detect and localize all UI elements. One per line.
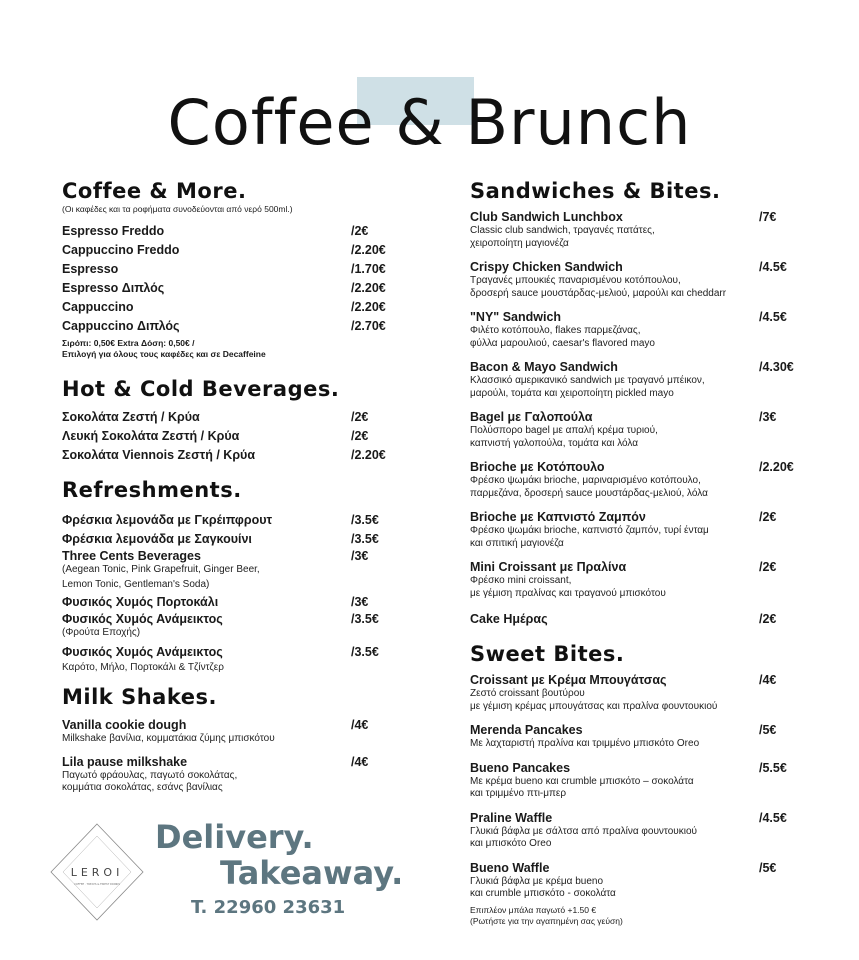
logo-text: LEROI (70, 866, 124, 879)
item-description: Παγωτό φράουλας, παγωτό σοκολάτας, (62, 769, 238, 781)
menu-item: Three Cents Beverages /3€ (Aegean Tonic, Pink Grapefruit, Ginger Beer, Lemon Tonic, Gentleman's Soda) (62, 549, 402, 593)
extras-line: Σιρόπι: 0,50€ Extra Δόση: 0,50€ / (62, 338, 195, 348)
menu-item: Espresso Διπλός /2.20€ (62, 281, 386, 295)
menu-item: Mini Croissant με Πραλίνα /2€ Φρέσκο mini croissant, με γέμιση πραλίνας και τραγανού μπισκότου (470, 560, 810, 600)
item-description: με γέμιση κρέμας μπουγάτσας και πραλίνα φουντουκιού (470, 700, 718, 712)
item-description: καπνιστή γαλοπούλα, τομάτα και λόλα (470, 437, 639, 449)
menu-item: Φυσικός Χυμός Ανάμεικτος /3.5€ (Φρούτα Εποχής) (62, 612, 402, 640)
menu-item: Brioche με Κοτόπουλο /2.20€ Φρέσκο ψωμάκι brioche, μαριναρισμένο κοτόπουλο, παρμεζάνα, δροσερή sauce μουστάρδας-μελιού, λόλα (470, 460, 810, 500)
extras-line: Επιλογή για όλους τους καφέδες και σε Decaffeine (62, 349, 266, 359)
menu-item: Φυσικός Χυμός Πορτοκάλι /3€ (62, 595, 369, 609)
menu-item: Cappuccino Freddo /2.20€ (62, 243, 386, 257)
section-title-sweet: Sweet Bites. (470, 642, 625, 666)
item-description: Φιλέτο κοτόπουλο, flakes παρμεζάνας, (470, 325, 641, 336)
coffee-note: (Οι καφέδες και τα ροφήματα συνοδεύονται από νερό 500ml.) (62, 204, 293, 214)
phone-number: T. 22960 23631 (191, 897, 346, 918)
menu-item: Club Sandwich Lunchbox /7€ Classic club sandwich, τραγανές πατάτες, χειροποίητη μαγιονέζα (470, 210, 810, 250)
menu-item: Merenda Pancakes /5€ Με λαχταριστή πραλίνα και τριμμένο μπισκότο Oreo (470, 723, 810, 751)
item-description: Φρέσκο mini croissant, (470, 575, 572, 586)
header (0, 40, 859, 159)
section-title-coffee: Coffee & More. (62, 179, 247, 203)
item-description: Γλυκιά βάφλα με κρέμα bueno (470, 875, 604, 887)
item-description: Καρότο, Μήλο, Πορτοκάλι & Τζίντζερ (62, 661, 224, 673)
item-description: Lemon Tonic, Gentleman's Soda) (62, 579, 210, 590)
menu-item: Vanilla cookie dough /4€ Milkshake βανίλια, κομματάκια ζύμης μπισκότου (62, 718, 402, 746)
coffee-extras (62, 338, 402, 360)
menu-item: Φυσικός Χυμός Ανάμεικτος /3.5€ Καρότο, Μήλο, Πορτοκάλι & Τζίντζερ (62, 643, 402, 675)
menu-item: Λευκή Σοκολάτα Ζεστή / Κρύα /2€ (62, 429, 369, 443)
leroi-logo (47, 822, 147, 922)
item-description: Με λαχταριστή πραλίνα και τριμμένο μπισκότο Oreo (470, 738, 700, 749)
menu-item: Croissant με Κρέμα Μπουγάτσας /4€ Ζεστό croissant βουτύρου με γέμιση κρέμας μπουγάτσας και πραλίνα φουντουκιού (470, 673, 810, 713)
section-title-sandwiches: Sandwiches & Bites. (470, 179, 721, 203)
item-description: παρμεζάνα, δροσερή sauce μουστάρδας-μελιού, λόλα (470, 487, 708, 499)
item-description: χειροποίητη μαγιονέζα (470, 237, 569, 249)
page-title: Coffee & Brunch (167, 85, 692, 159)
item-description: (Φρούτα Εποχής) (62, 627, 141, 638)
item-description: και μπισκότο Oreo (470, 838, 552, 849)
section-title-milkshakes: Milk Shakes. (62, 685, 217, 709)
item-description: Ζεστό croissant βουτύρου (470, 688, 585, 699)
menu-item: Bueno Pancakes /5.5€ Με κρέμα bueno και crumble μπισκότο – σοκολάτα και τριμμένο πτι-μπερ (470, 761, 810, 801)
item-description: Με κρέμα bueno και crumble μπισκότο – σοκολάτα (470, 775, 694, 787)
item-description: μαρούλι, τομάτα και χειροποίητη pickled mayo (470, 387, 674, 399)
menu-item: Bagel με Γαλοπούλα /3€ Πολύσπορο bagel με απαλή κρέμα τυριού, καπνιστή γαλοπούλα, τομάτα και λόλα (470, 410, 810, 450)
menu-item: Σοκολάτα Ζεστή / Κρύα /2€ (62, 410, 369, 424)
menu-item: Bueno Waffle /5€ Γλυκιά βάφλα με κρέμα bueno και crumble μπισκότο - σοκολάτα (470, 861, 810, 901)
item-description: (Aegean Tonic, Pink Grapefruit, Ginger Beer, (62, 564, 260, 575)
item-description: Milkshake βανίλια, κομματάκια ζύμης μπισκότου (62, 733, 275, 744)
menu-item: "NY" Sandwich /4.5€ Φιλέτο κοτόπουλο, flakes παρμεζάνας, φύλλα μαρουλιού, caesar's flavored mayo (470, 310, 810, 350)
menu-item: Bacon & Mayo Sandwich /4.30€ Κλασσικό αμερικανικό sandwich με τραγανό μπέικον, μαρούλι, τομάτα και χειροποίητη pickled mayo (470, 360, 810, 400)
menu-item: Lila pause milkshake /4€ Παγωτό φράουλας, παγωτό σοκολάτας, κομμάτια σοκολάτας, εσάνς βανίλιας (62, 755, 402, 795)
item-description: Γλυκιά βάφλα με σάλτσα από πραλίνα φουντουκιού (470, 825, 698, 837)
menu-item: Praline Waffle /4.5€ Γλυκιά βάφλα με σάλτσα από πραλίνα φουντουκιού και μπισκότο Oreo (470, 811, 810, 851)
menu-item: Brioche με Καπνιστό Ζαμπόν /2€ Φρέσκο ψωμάκι brioche, καπνιστό ζαμπόν, τυρί ένταμ και σπιτική μαγιονέζα (470, 510, 810, 550)
menu-item: Espresso Freddo /2€ (62, 224, 369, 238)
menu-item: Crispy Chicken Sandwich /4.5€ Τραγανές μπουκιές παναρισμένου κοτόπουλου, δροσερή sauce μουστάρδας-μελιού, μαρούλι και cheddarr (470, 260, 810, 300)
section-title-refreshments: Refreshments. (62, 478, 242, 502)
item-description: και τριμμένο πτι-μπερ (470, 788, 567, 799)
menu-item: Φρέσκια λεμονάδα με Γκρέιπφρουτ /3.5€ (62, 513, 379, 527)
item-description: Φρέσκο ψωμάκι brioche, καπνιστό ζαμπόν, τυρί ένταμ (470, 525, 709, 536)
menu-item: Cappuccino Διπλός /2.70€ (62, 319, 386, 333)
item-description: και σπιτική μαγιονέζα (470, 537, 564, 549)
menu-item: Σοκολάτα Viennois Ζεστή / Κρύα /2.20€ (62, 448, 386, 462)
delivery-label: Delivery. (155, 818, 314, 856)
menu-item: Φρέσκια λεμονάδα με Σαγκουίνι /3.5€ (62, 532, 379, 546)
item-description: κομμάτια σοκολάτας, εσάνς βανίλιας (62, 782, 223, 793)
section-title-hot-cold: Hot & Cold Beverages. (62, 377, 340, 401)
item-description: Πολύσπορο bagel με απαλή κρέμα τυριού, (470, 425, 658, 436)
item-description: Τραγανές μπουκιές παναρισμένου κοτόπουλου, (470, 275, 681, 286)
left-column (62, 178, 402, 795)
item-description: και crumble μπισκότο - σοκολάτα (470, 888, 616, 899)
item-description: Κλασσικό αμερικανικό sandwich με τραγανό μπέικον, (470, 375, 705, 386)
takeaway-label: Takeaway. (220, 854, 404, 892)
menu-item: Cappuccino /2.20€ (62, 300, 386, 314)
menu-item: Espresso /1.70€ (62, 262, 386, 276)
item-description: Φρέσκο ψωμάκι brioche, μαριναρισμένο κοτόπουλο, (470, 475, 701, 486)
menu-item: Cake Ημέρας /2€ (470, 612, 777, 626)
logo-subtitle: COFFEE · TREATS & FINEST DRINKS (74, 883, 120, 886)
right-column (470, 178, 810, 927)
item-description: δροσερή sauce μουστάρδας-μελιού, μαρούλι και cheddarr (470, 287, 727, 299)
item-description: φύλλα μαρουλιού, caesar's flavored mayo (470, 337, 655, 349)
item-description: με γέμιση πραλίνας και τραγανού μπισκότου (470, 587, 666, 599)
item-description: Classic club sandwich, τραγανές πατάτες, (470, 225, 655, 236)
ice-cream-note: Επιπλέον μπάλα παγωτό +1.50 € (Ρωτήστε για την αγαπημένη σας γεύση) (470, 904, 623, 926)
